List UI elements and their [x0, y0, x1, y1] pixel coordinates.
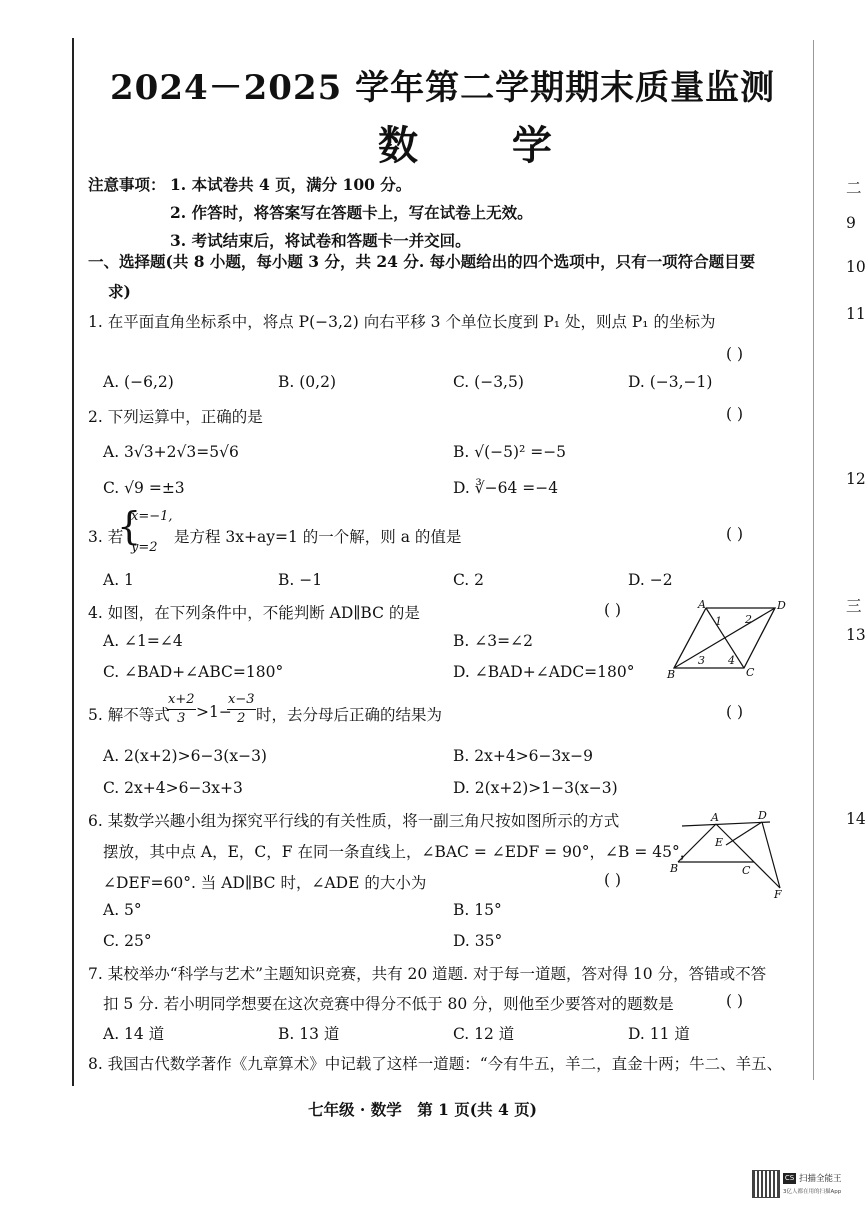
q4-option-b: B. ∠3=∠2: [453, 632, 533, 650]
q4-angle-4: 4: [728, 654, 735, 667]
edge-q9: 9: [846, 214, 856, 232]
q3-answer-paren: ( ): [726, 525, 744, 543]
q6-line-2: 摆放，其中点 A，E，C，F 在同一条直线上，∠BAC = ∠EDF = 90°，∠B = 45°，: [103, 843, 696, 861]
q4-label-c: C: [746, 666, 755, 679]
q2-stem: 2. 下列运算中，正确的是: [88, 408, 263, 426]
exam-title: 2024－2025 学年第二学期期末质量监测: [110, 68, 776, 108]
q2-option-a: A. 3√3+2√3=5√6: [103, 443, 239, 461]
q5-stem: 时，去分母后正确的结果为: [256, 706, 443, 724]
q4-stem: 4. 如图，在下列条件中，不能判断 AD∥BC 的是: [88, 604, 420, 622]
notes-item-1: 1. 本试卷共 4 页，满分 100 分。: [170, 175, 412, 194]
q4-option-d: D. ∠BAD+∠ADC=180°: [453, 663, 635, 681]
q5-answer-paren: ( ): [726, 703, 744, 721]
q1-answer-paren: ( ): [726, 345, 744, 363]
q3-option-a: A. 1: [103, 571, 134, 589]
q7-option-d: D. 11 道: [628, 1025, 690, 1043]
q1-option-a: A. (−6,2): [103, 373, 174, 391]
section-heading: 一、选择题(共 8 小题，每小题 3 分，共 24 分. 每小题给出的四个选项中，只有一项符合题目要: [88, 252, 756, 271]
q7-option-b: B. 13 道: [278, 1025, 340, 1043]
q4-answer-paren: ( ): [604, 601, 622, 619]
edge-q10: 10: [846, 258, 866, 276]
q3-option-d: D. −2: [628, 571, 673, 589]
q1-option-b: B. (0,2): [278, 373, 336, 391]
edge-q13: 13: [846, 626, 866, 644]
q3-system-line2: y=2: [131, 540, 158, 555]
q2-answer-paren: ( ): [726, 405, 744, 423]
q6-option-a: A. 5°: [103, 901, 142, 919]
q3-brace: {: [117, 504, 142, 548]
edge-q11: 11: [846, 305, 866, 323]
q4-label-a: A: [698, 598, 706, 611]
scanner-app-name: 扫描全能王: [799, 1174, 842, 1184]
page-footer: 七年级 · 数学 第 1 页(共 4 页): [308, 1100, 538, 1119]
q5-fraction-1-den: 3: [177, 711, 186, 726]
q6-answer-paren: ( ): [604, 871, 622, 889]
q5-fraction-2: [227, 691, 256, 728]
q5-fraction-2-den: 2: [237, 711, 246, 726]
q7-answer-paren: ( ): [726, 992, 744, 1010]
q6-line-3: ∠DEF=60°. 当 AD∥BC 时，∠ADE 的大小为: [103, 874, 427, 892]
q6-label-e: E: [715, 836, 724, 849]
notes-label: 注意事项：: [88, 175, 166, 194]
q6-label-c: C: [742, 864, 751, 877]
q6-option-d: D. 35°: [453, 932, 503, 950]
q4-angle-2: 2: [745, 613, 752, 626]
q5-fraction-2-num: x−3: [227, 691, 256, 710]
camscanner-logo-icon: CS: [784, 1174, 795, 1182]
q5-prefix: 5. 解不等式: [88, 706, 170, 724]
q3-option-b: B. −1: [278, 571, 323, 589]
q2-option-b: B. √(−5)² =−5: [453, 443, 567, 461]
q4-angle-1: 1: [715, 615, 722, 628]
q3-prefix: 3. 若: [88, 528, 124, 546]
q7-line-2: 扣 5 分. 若小明同学想要在这次竞赛中得分不低于 80 分，则他至少要答对的题数是: [103, 995, 674, 1013]
q5-middle: >1−: [196, 703, 232, 721]
q4-label-b: B: [667, 668, 676, 681]
notes-item-2: 2. 作答时，将答案写在答题卡上，写在试卷上无效。: [170, 203, 533, 222]
q3-stem: 是方程 3x+ay=1 的一个解，则 a 的值是: [174, 528, 462, 546]
q6-line-1: 6. 某数学兴趣小组为探究平行线的有关性质，将一副三角尺按如图所示的方式: [88, 812, 620, 830]
qr-code-icon: [752, 1170, 780, 1198]
notes-item-3: 3. 考试结束后，将试卷和答题卡一并交回。: [170, 231, 471, 250]
q6-label-d: D: [758, 809, 767, 822]
edge-section-3: 三: [846, 597, 862, 615]
q6-option-b: B. 15°: [453, 901, 502, 919]
section-heading-cont: 求): [108, 282, 131, 301]
edge-q12: 12: [846, 470, 866, 488]
q4-parallelogram-figure: [662, 596, 792, 680]
subject-title: 数 学: [378, 122, 592, 169]
q5-option-d: D. 2(x+2)>1−3(x−3): [453, 779, 618, 797]
q4-option-c: C. ∠BAD+∠ABC=180°: [103, 663, 284, 681]
edge-section-2: 二: [846, 179, 862, 197]
q6-option-c: C. 25°: [103, 932, 152, 950]
right-margin-line: [813, 40, 814, 1080]
left-margin-line: [72, 38, 74, 1086]
q5-option-b: B. 2x+4>6−3x−9: [453, 747, 593, 765]
q7-line-1: 7. 某校举办“科学与艺术”主题知识竞赛，共有 20 道题. 对于每一道题，答对得 10 分，答错或不答: [88, 965, 767, 983]
q5-option-a: A. 2(x+2)>6−3(x−3): [103, 747, 267, 765]
q6-label-b: B: [670, 862, 679, 875]
q4-label-d: D: [777, 599, 786, 612]
q2-option-c: C. √9 =±3: [103, 479, 185, 497]
q4-angle-3: 3: [698, 654, 705, 667]
q3-system-line1: x=−1,: [131, 509, 173, 524]
q4-option-a: A. ∠1=∠4: [103, 632, 183, 650]
q6-label-f: F: [774, 888, 782, 901]
q1-option-c: C. (−3,5): [453, 373, 524, 391]
q8-line-1: 8. 我国古代数学著作《九章算术》中记载了这样一道题：“今有牛五，羊二，直金十两；牛二、羊五、: [88, 1055, 783, 1073]
q5-fraction-1: [167, 691, 196, 728]
q5-fraction-1-num: x+2: [167, 691, 196, 710]
q1-option-d: D. (−3,−1): [628, 373, 713, 391]
q2-option-d: D. ∛−64 =−4: [453, 479, 559, 497]
q1-stem: 1. 在平面直角坐标系中，将点 P(−3,2) 向右平移 3 个单位长度到 P₁ 处，则点 P₁ 的坐标为: [88, 313, 716, 331]
q6-label-a: A: [711, 811, 719, 824]
q5-option-c: C. 2x+4>6−3x+3: [103, 779, 243, 797]
edge-q14: 14: [846, 810, 866, 828]
q3-option-c: C. 2: [453, 571, 485, 589]
q7-option-c: C. 12 道: [453, 1025, 515, 1043]
scanner-tagline: 3亿人都在用的扫描App: [783, 1189, 842, 1195]
q6-triangles-figure: [664, 806, 792, 900]
q7-option-a: A. 14 道: [103, 1025, 165, 1043]
